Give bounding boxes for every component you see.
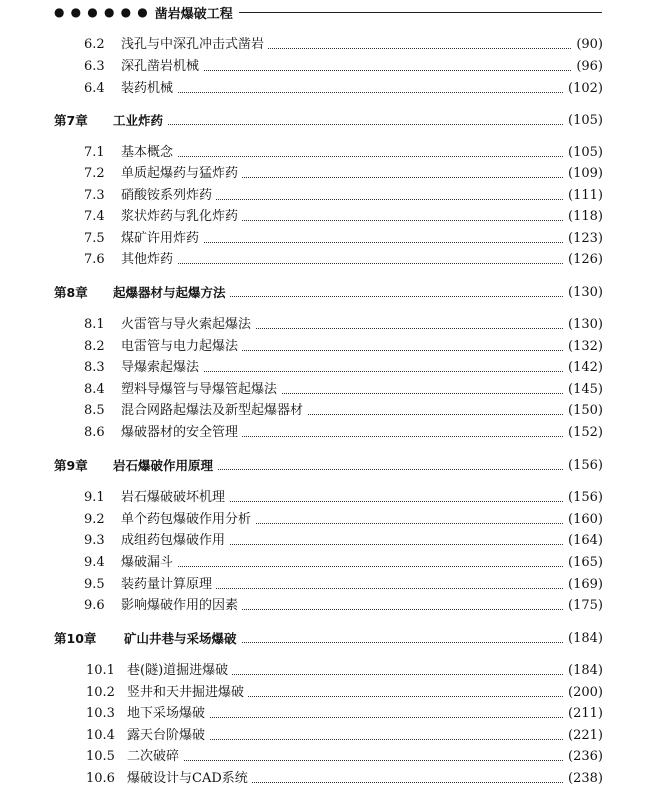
page-number: (130)	[564, 283, 603, 303]
chapter-number: 第7章	[54, 113, 88, 128]
page-number: (152)	[564, 423, 603, 443]
section-number: 10.4	[86, 728, 115, 743]
section-number: 6.3	[84, 59, 105, 74]
page-number: (109)	[564, 164, 603, 184]
page-number: (200)	[564, 683, 603, 703]
section-number: 10.2	[86, 685, 115, 700]
section-title: 装药机械	[121, 79, 177, 99]
dot-leader	[121, 156, 573, 157]
toc-entry	[0, 57, 659, 77]
toc-entry	[0, 79, 659, 99]
toc-entry	[0, 358, 659, 378]
toc-entry	[0, 769, 659, 789]
header-rule	[239, 12, 602, 13]
dot-leader	[121, 92, 573, 93]
page-number: (184)	[564, 661, 603, 681]
section-number: 8.3	[84, 360, 105, 375]
page-number: (105)	[564, 111, 603, 131]
chapter-title: 起爆器材与起爆方法	[113, 283, 230, 303]
chapter-entry	[0, 111, 659, 131]
chapter-number: 第8章	[54, 285, 88, 300]
section-title: 巷(隧)道掘进爆破	[127, 661, 232, 681]
page-number: (160)	[564, 510, 603, 530]
dot-leader	[113, 124, 573, 125]
section-number: 7.5	[84, 231, 105, 246]
section-number: 9.3	[84, 533, 105, 548]
section-title: 地下采场爆破	[127, 704, 209, 724]
chapter-entry	[0, 283, 659, 303]
section-title: 浅孔与中深孔冲击式凿岩	[121, 35, 268, 55]
toc-entry	[0, 575, 659, 595]
header-dots: ● ● ● ● ● ●	[54, 5, 149, 19]
toc-entry	[0, 747, 659, 767]
section-title: 电雷管与电力起爆法	[121, 337, 242, 357]
page-number: (169)	[564, 575, 603, 595]
toc-entry	[0, 488, 659, 508]
toc-entry	[0, 164, 659, 184]
toc-entry	[0, 337, 659, 357]
section-title: 成组药包爆破作用	[121, 531, 229, 551]
page-number: (123)	[564, 229, 603, 249]
toc-entry	[0, 423, 659, 443]
toc-entry	[0, 531, 659, 551]
toc-entry	[0, 704, 659, 724]
page-number: (150)	[564, 401, 603, 421]
section-number: 9.6	[84, 598, 105, 613]
toc-entry	[0, 380, 659, 400]
section-title: 导爆索起爆法	[121, 358, 203, 378]
section-title: 单个药包爆破作用分析	[121, 510, 255, 530]
section-number: 10.3	[86, 706, 115, 721]
page-number: (156)	[564, 456, 603, 476]
page-number: (132)	[564, 337, 603, 357]
toc-entry	[0, 315, 659, 335]
section-number: 7.6	[84, 252, 105, 267]
section-title: 装药量计算原理	[121, 575, 216, 595]
section-title: 硝酸铵系列炸药	[121, 186, 216, 206]
page-number: (130)	[564, 315, 603, 335]
toc-entry	[0, 553, 659, 573]
section-number: 7.3	[84, 188, 105, 203]
toc-entry	[0, 683, 659, 703]
section-number: 8.4	[84, 382, 105, 397]
section-title: 煤矿许用炸药	[121, 229, 203, 249]
toc-entry	[0, 401, 659, 421]
section-number: 7.2	[84, 166, 105, 181]
section-number: 6.2	[84, 37, 105, 52]
page-number: (111)	[564, 186, 603, 206]
page-number: (165)	[564, 553, 603, 573]
section-number: 10.5	[86, 749, 115, 764]
page-number: (142)	[564, 358, 603, 378]
section-number: 8.1	[84, 317, 105, 332]
chapter-number: 第10章	[54, 631, 97, 646]
dot-leader	[121, 263, 573, 264]
page-number: (90)	[572, 35, 603, 55]
section-number: 9.4	[84, 555, 105, 570]
page-number: (184)	[564, 629, 603, 649]
section-number: 6.4	[84, 81, 105, 96]
page-number: (145)	[564, 380, 603, 400]
chapter-title: 矿山井巷与采场爆破	[124, 629, 241, 649]
section-title: 影响爆破作用的因素	[121, 596, 242, 616]
toc-entry	[0, 229, 659, 249]
section-number: 7.1	[84, 145, 105, 160]
section-title: 基本概念	[121, 143, 177, 163]
section-number: 8.5	[84, 403, 105, 418]
section-title: 露天台阶爆破	[127, 726, 209, 746]
page-number: (221)	[564, 726, 603, 746]
section-title: 其他炸药	[121, 250, 177, 270]
dot-leader	[127, 760, 573, 761]
section-title: 火雷管与导火索起爆法	[121, 315, 255, 335]
page-number: (238)	[564, 769, 603, 789]
section-number: 8.2	[84, 339, 105, 354]
page-number: (175)	[564, 596, 603, 616]
page-number: (156)	[564, 488, 603, 508]
section-title: 竖井和天井掘进爆破	[127, 683, 248, 703]
page-number: (164)	[564, 531, 603, 551]
toc-entry	[0, 35, 659, 55]
section-number: 7.4	[84, 209, 105, 224]
toc-entry	[0, 186, 659, 206]
page-number: (102)	[564, 79, 603, 99]
chapter-entry	[0, 456, 659, 476]
toc-entry	[0, 661, 659, 681]
section-title: 塑料导爆管与导爆管起爆法	[121, 380, 281, 400]
page-number: (236)	[564, 747, 603, 767]
section-title: 深孔凿岩机械	[121, 57, 203, 77]
section-title: 浆状炸药与乳化炸药	[121, 207, 242, 227]
toc-entry	[0, 207, 659, 227]
section-title: 单质起爆药与猛炸药	[121, 164, 242, 184]
page-number: (118)	[564, 207, 603, 227]
toc-entry	[0, 250, 659, 270]
toc-entry	[0, 143, 659, 163]
section-title: 二次破碎	[127, 747, 183, 767]
page-number: (96)	[572, 57, 603, 77]
section-title: 岩石爆破破坏机理	[121, 488, 229, 508]
page-number: (126)	[564, 250, 603, 270]
section-number: 10.1	[86, 663, 115, 678]
chapter-title: 岩石爆破作用原理	[113, 456, 217, 476]
section-title: 爆破设计与CAD系统	[127, 769, 252, 789]
running-header	[54, 2, 602, 22]
toc-entry	[0, 726, 659, 746]
page-number: (105)	[564, 143, 603, 163]
chapter-number: 第9章	[54, 458, 88, 473]
page-number: (211)	[564, 704, 603, 724]
section-number: 9.2	[84, 512, 105, 527]
toc-entry	[0, 596, 659, 616]
section-number: 9.1	[84, 490, 105, 505]
section-title: 混合网路起爆法及新型起爆器材	[121, 401, 307, 421]
chapter-title: 工业炸药	[113, 111, 167, 131]
dot-leader	[121, 566, 573, 567]
toc-entry	[0, 510, 659, 530]
chapter-entry	[0, 629, 659, 649]
section-title: 爆破漏斗	[121, 553, 177, 573]
section-number: 8.6	[84, 425, 105, 440]
section-number: 9.5	[84, 577, 105, 592]
section-title: 爆破器材的安全管理	[121, 423, 242, 443]
section-number: 10.6	[86, 771, 115, 786]
book-title: 凿岩爆破工程	[154, 6, 233, 22]
